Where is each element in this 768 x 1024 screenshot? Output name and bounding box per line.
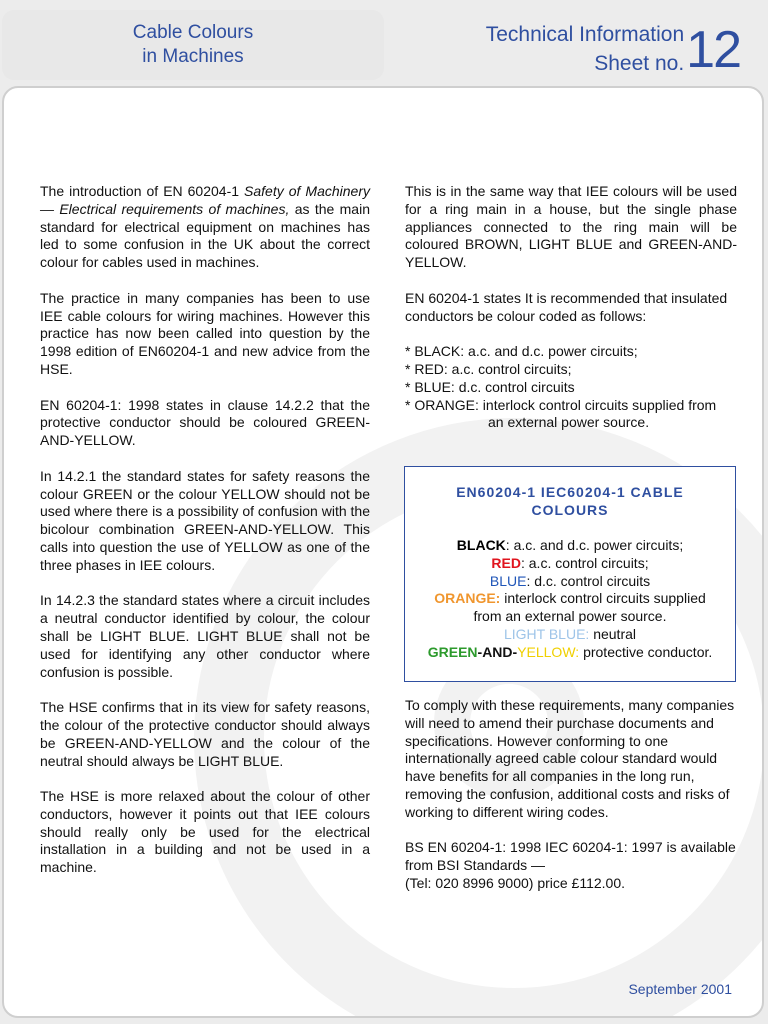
sheet-info bbox=[486, 20, 740, 80]
black-text: : a.c. and d.c. power circuits; bbox=[505, 537, 684, 553]
standard-title: Safety of Machinery — Electrical requirements of machines, bbox=[40, 183, 370, 217]
box-row-red bbox=[405, 555, 735, 573]
and-label: -AND- bbox=[477, 643, 518, 660]
left-paragraph-4: In 14.2.1 the standard states for safety reasons the colour GREEN or the colour YELLOW should not be used where there is a possibility of confusion with the bicolour combination GREEN-AND-YELLOW. This calls into question the use of YELLOW as one of the three phases in IEE colours. bbox=[40, 467, 370, 573]
box-row-orange bbox=[405, 590, 735, 608]
green-yellow-text: protective conductor. bbox=[579, 643, 713, 660]
list-item: * BLUE: d.c. control circuits bbox=[405, 378, 575, 395]
red-text: : a.c. control circuits; bbox=[520, 554, 649, 571]
list-item: * ORANGE: interlock control circuits supplied from bbox=[405, 396, 717, 413]
right-paragraph-4 bbox=[405, 839, 737, 892]
left-paragraph-6: The HSE confirms that in its view for safety reasons, the colour of the protective conductor should always be GREEN-AND-YELLOW and the colour of the neutral should always be LIGHT BLUE. bbox=[40, 699, 370, 769]
left-column bbox=[40, 183, 370, 895]
light-blue-text: neutral bbox=[589, 625, 637, 642]
blue-text: : d.c. control circuits bbox=[526, 572, 651, 589]
right-column-lower bbox=[405, 697, 737, 893]
box-row-black bbox=[405, 537, 735, 555]
box-row-light-blue bbox=[405, 626, 735, 644]
left-paragraph-3: EN 60204-1: 1998 states in clause 14.2.2 that the protective conductor should be coloured GREEN-AND-YELLOW. bbox=[40, 396, 370, 449]
orange-label: ORANGE: bbox=[434, 590, 501, 607]
title-line-1: Cable Colours bbox=[132, 22, 254, 43]
title-tab bbox=[2, 10, 384, 80]
black-label: BLACK bbox=[456, 537, 506, 553]
red-label: RED bbox=[491, 554, 521, 571]
light-blue-label: LIGHT BLUE: bbox=[503, 625, 590, 642]
right-paragraph-3: To comply with these requirements, many companies will need to amend their purchase documents and specifications. However conforming to one internationally agreed cable colour standard would have benefits for all companies in the long run, removing the confusion, additional costs and risks of working to different wiring codes. bbox=[405, 697, 735, 820]
yellow-label: YELLOW: bbox=[517, 643, 580, 660]
blue-label: BLUE bbox=[489, 572, 527, 589]
left-paragraph-7: The HSE is more relaxed about the colour of other conductors, however it points out that IEE colours should really only be used for the electrical installation in a building and not be used in a machine. bbox=[40, 788, 370, 876]
box-row-blue bbox=[405, 573, 735, 591]
orange-text: interlock control circuits supplied bbox=[500, 590, 706, 607]
publication-date: September 2001 bbox=[628, 981, 732, 997]
list-item: * BLACK: a.c. and d.c. power circuits; bbox=[405, 343, 638, 360]
colour-list bbox=[405, 343, 737, 432]
sheet-labels bbox=[486, 20, 684, 78]
left-paragraph-5: In 14.2.3 the standard states where a circuit includes a neutral conductor identified by colour, the colour shall be LIGHT BLUE. LIGHT BLUE shall not be used for identifying any other conductor where confusion is possible. bbox=[40, 592, 370, 680]
colour-code-box bbox=[404, 466, 736, 682]
bsi-availability: BS EN 60204-1: 1998 IEC 60204-1: 1997 is available from BSI Standards — bbox=[405, 839, 736, 874]
box-heading: EN60204-1 IEC60204-1 CABLE COLOURS bbox=[456, 484, 684, 518]
list-item: * RED: a.c. control circuits; bbox=[405, 360, 572, 377]
technical-information-label: Technical Information bbox=[485, 23, 685, 46]
green-label: GREEN bbox=[427, 643, 478, 660]
right-column bbox=[405, 183, 737, 432]
title-line-2: in Machines bbox=[142, 46, 244, 67]
bsi-price: (Tel: 020 8996 9000) price £112.00. bbox=[405, 874, 626, 891]
intro-text: The introduction of EN 60204-1 bbox=[40, 183, 245, 199]
list-item-continuation: an external power source. bbox=[488, 414, 650, 431]
left-paragraph-2: The practice in many companies has been to use IEE cable colours for wiring machines. However this practice has now been called into question by the 1998 edition of EN60204-1 and new advice from the HSE. bbox=[40, 289, 370, 377]
left-paragraph-1 bbox=[40, 183, 370, 272]
sheet-no-label: Sheet no. bbox=[594, 52, 685, 75]
page-body bbox=[2, 86, 764, 1018]
box-row-green-yellow bbox=[405, 644, 735, 662]
sheet-number: 12 bbox=[686, 21, 740, 79]
right-paragraph-1: This is in the same way that IEE colours will be used for a ring main in a house, but the single phase appliances connected to the ring main will be coloured BROWN, LIGHT BLUE and GREEN-AND-YELLOW. bbox=[405, 183, 737, 271]
intro-text-cont: as the main standard for electrical equipment on machines has led to some confusion in the UK about the correct colour for cables used in machines. bbox=[40, 200, 370, 271]
box-row-orange-cont: from an external power source. bbox=[473, 608, 667, 625]
right-paragraph-2: EN 60204-1 states It is recommended that insulated conductors be colour coded as follows: bbox=[405, 289, 728, 324]
